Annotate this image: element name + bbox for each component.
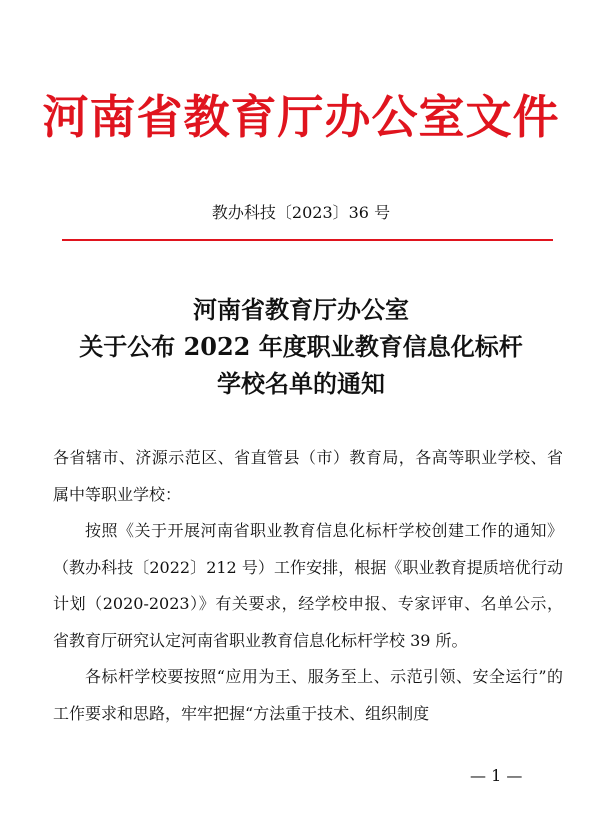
issuing-authority-header: 河南省教育厅办公室文件 <box>42 90 560 144</box>
document-body <box>53 440 563 732</box>
notice-title-line-3: 学校名单的通知 <box>217 369 385 398</box>
notice-title <box>0 291 602 402</box>
page-number: — 1 — <box>470 766 523 785</box>
notice-title-line-2: 关于公布 2022 年度职业教育信息化标杆 <box>79 332 523 361</box>
document-number: 教办科技〔2023〕36 号 <box>211 203 391 222</box>
body-paragraph-2: 各标杆学校要按照“应用为王、服务至上、示范引领、安全运行”的工作要求和思路，牢牢把握“方法重于技术、组织制度 <box>53 667 563 723</box>
notice-title-line-1: 河南省教育厅办公室 <box>193 295 409 324</box>
red-divider-line <box>62 239 553 241</box>
addressee-paragraph: 各省辖市、济源示范区、省直管县（市）教育局，各高等职业学校、省属中等职业学校： <box>53 448 563 504</box>
body-paragraph-1: 按照《关于开展河南省职业教育信息化标杆学校创建工作的通知》（教办科技〔2022〕212 号）工作安排，根据《职业教育提质培优行动计划（2020-2023）》有关要求，经学校申报、专家评审、名单公示，省教育厅研究认定河南省职业教育信息化标杆学校 39 所。 <box>53 521 563 650</box>
